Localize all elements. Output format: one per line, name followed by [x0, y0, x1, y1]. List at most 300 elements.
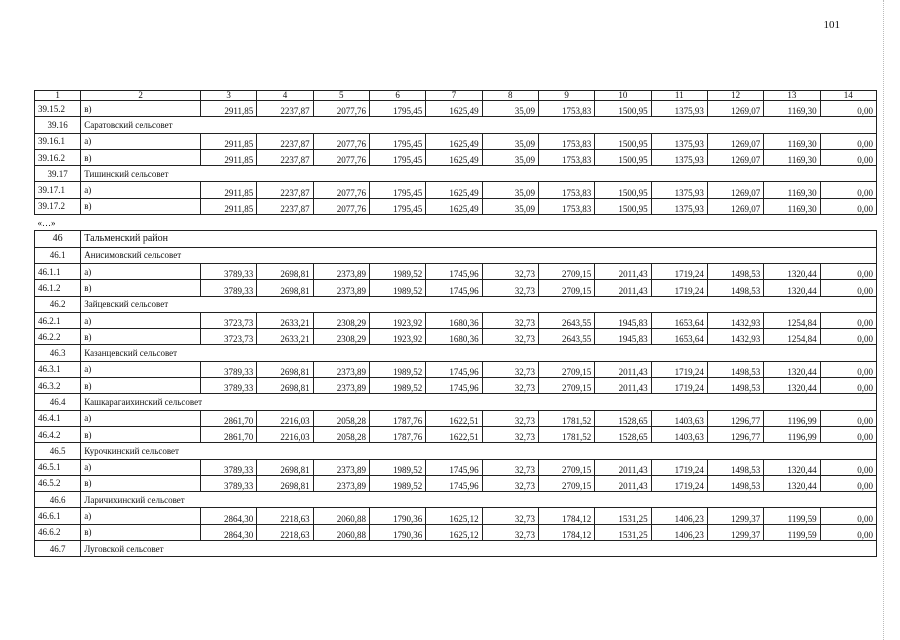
value-cell: 2911,85 — [200, 133, 256, 149]
section-row — [35, 247, 877, 263]
table-row — [35, 524, 877, 540]
value-cell: 1989,52 — [369, 280, 425, 296]
row-label: в) — [81, 149, 201, 165]
value-cell: 1945,83 — [595, 312, 651, 328]
value-cell: 2011,43 — [595, 361, 651, 377]
table-row — [35, 182, 877, 198]
row-code: 46.6.2 — [35, 524, 81, 540]
value-cell: 0,00 — [820, 426, 876, 442]
value-cell: 1199,59 — [764, 508, 820, 524]
value-cell: 32,73 — [482, 410, 538, 426]
value-cell: 1269,07 — [707, 198, 763, 214]
value-cell: 1753,83 — [538, 133, 594, 149]
value-cell: 2698,81 — [257, 280, 313, 296]
value-cell: 1795,45 — [369, 149, 425, 165]
value-cell: 35,09 — [482, 133, 538, 149]
row-label: а) — [81, 459, 201, 475]
column-header: 14 — [820, 91, 876, 101]
value-cell: 1625,49 — [426, 133, 482, 149]
value-cell: 2077,76 — [313, 101, 369, 117]
value-cell: 1719,24 — [651, 280, 707, 296]
row-code: 46.2.1 — [35, 312, 81, 328]
value-cell: 0,00 — [820, 149, 876, 165]
value-cell: 2011,43 — [595, 263, 651, 279]
column-header: 8 — [482, 91, 538, 101]
value-cell: 1199,59 — [764, 524, 820, 540]
row-code: 46.4.2 — [35, 426, 81, 442]
section-code: 46.4 — [35, 394, 81, 410]
value-cell: 2058,28 — [313, 410, 369, 426]
value-cell: 1528,65 — [595, 426, 651, 442]
value-cell: 2643,55 — [538, 329, 594, 345]
value-cell: 1625,12 — [426, 524, 482, 540]
table-row — [35, 508, 877, 524]
value-cell: 2709,15 — [538, 361, 594, 377]
value-cell: 1299,37 — [707, 508, 763, 524]
value-cell: 32,73 — [482, 475, 538, 491]
row-code: 46.1.2 — [35, 280, 81, 296]
value-cell: 1269,07 — [707, 149, 763, 165]
table-row — [35, 263, 877, 279]
value-cell: 2216,03 — [257, 410, 313, 426]
value-cell: 32,73 — [482, 524, 538, 540]
value-cell: 1680,36 — [426, 329, 482, 345]
section-row — [35, 296, 877, 312]
value-cell: 2698,81 — [257, 378, 313, 394]
section-name: Ларичихинский сельсовет — [81, 492, 877, 508]
value-cell: 0,00 — [820, 329, 876, 345]
row-code: 39.17.1 — [35, 182, 81, 198]
value-cell: 2077,76 — [313, 149, 369, 165]
value-cell: 2308,29 — [313, 329, 369, 345]
value-cell: 1406,23 — [651, 524, 707, 540]
column-header: 7 — [426, 91, 482, 101]
value-cell: 2709,15 — [538, 263, 594, 279]
value-cell: 2709,15 — [538, 378, 594, 394]
value-cell: 1781,52 — [538, 410, 594, 426]
section-code: 39.17 — [35, 166, 81, 182]
value-cell: 1500,95 — [595, 133, 651, 149]
value-cell: 1753,83 — [538, 101, 594, 117]
value-cell: 1719,24 — [651, 378, 707, 394]
value-cell: 2373,89 — [313, 378, 369, 394]
value-cell: 32,73 — [482, 312, 538, 328]
value-cell: 2698,81 — [257, 475, 313, 491]
row-label: а) — [81, 133, 201, 149]
value-cell: 1299,37 — [707, 524, 763, 540]
value-cell: 1500,95 — [595, 101, 651, 117]
row-label: а) — [81, 361, 201, 377]
value-cell: 1989,52 — [369, 361, 425, 377]
value-cell: 2698,81 — [257, 263, 313, 279]
column-header: 13 — [764, 91, 820, 101]
value-cell: 32,73 — [482, 378, 538, 394]
row-code: 46.3.1 — [35, 361, 81, 377]
section-row — [35, 166, 877, 182]
row-label: в) — [81, 426, 201, 442]
value-cell: 1269,07 — [707, 133, 763, 149]
page-number: 101 — [823, 19, 840, 31]
value-cell: 2011,43 — [595, 459, 651, 475]
value-cell: 1625,49 — [426, 198, 482, 214]
value-cell: 1753,83 — [538, 198, 594, 214]
value-cell: 2633,21 — [257, 329, 313, 345]
row-label: в) — [81, 198, 201, 214]
value-cell: 32,73 — [482, 263, 538, 279]
value-cell: 1169,30 — [764, 133, 820, 149]
section-row — [35, 394, 877, 410]
value-cell: 1169,30 — [764, 149, 820, 165]
value-cell: 0,00 — [820, 133, 876, 149]
section-name: Казанцевский сельсовет — [81, 345, 877, 361]
value-cell: 1653,64 — [651, 329, 707, 345]
value-cell: 1781,52 — [538, 426, 594, 442]
value-cell: 1745,96 — [426, 263, 482, 279]
value-cell: 0,00 — [820, 312, 876, 328]
column-header: 6 — [369, 91, 425, 101]
value-cell: 3789,33 — [200, 459, 256, 475]
value-cell: 1320,44 — [764, 361, 820, 377]
row-label: в) — [81, 329, 201, 345]
column-header: 4 — [257, 91, 313, 101]
region-code: 46 — [35, 231, 81, 247]
value-cell: 3723,73 — [200, 329, 256, 345]
value-cell: 2237,87 — [257, 101, 313, 117]
table-row — [35, 459, 877, 475]
section-name: Курочкинский сельсовет — [81, 443, 877, 459]
value-cell: 0,00 — [820, 263, 876, 279]
value-cell: 1498,53 — [707, 459, 763, 475]
section-code: 46.2 — [35, 296, 81, 312]
table-row — [35, 475, 877, 491]
value-cell: 2060,88 — [313, 524, 369, 540]
value-cell: 2237,87 — [257, 182, 313, 198]
value-cell: 2861,70 — [200, 426, 256, 442]
column-header: 11 — [651, 91, 707, 101]
section-code: 46.1 — [35, 247, 81, 263]
value-cell: 2060,88 — [313, 508, 369, 524]
value-cell: 2864,30 — [200, 524, 256, 540]
value-cell: 0,00 — [820, 459, 876, 475]
section-code: 46.7 — [35, 541, 81, 557]
value-cell: 0,00 — [820, 508, 876, 524]
value-cell: 1531,25 — [595, 508, 651, 524]
value-cell: 1500,95 — [595, 182, 651, 198]
value-cell: 1403,63 — [651, 410, 707, 426]
value-cell: 1196,99 — [764, 426, 820, 442]
value-cell: 1498,53 — [707, 280, 763, 296]
value-cell: 1795,45 — [369, 101, 425, 117]
value-cell: 2633,21 — [257, 312, 313, 328]
value-cell: 1320,44 — [764, 459, 820, 475]
value-cell: 1989,52 — [369, 475, 425, 491]
value-cell: 1296,77 — [707, 410, 763, 426]
value-cell: 2218,63 — [257, 508, 313, 524]
value-cell: 1745,96 — [426, 459, 482, 475]
value-cell: 1622,51 — [426, 410, 482, 426]
value-cell: 1795,45 — [369, 133, 425, 149]
omission-row — [35, 215, 877, 231]
row-code: 39.16.2 — [35, 149, 81, 165]
value-cell: 2077,76 — [313, 198, 369, 214]
value-cell: 2237,87 — [257, 149, 313, 165]
value-cell: 2698,81 — [257, 361, 313, 377]
section-name: Кашкарагаихинский сельсовет — [81, 394, 877, 410]
table-row — [35, 410, 877, 426]
value-cell: 1375,93 — [651, 198, 707, 214]
table-row — [35, 329, 877, 345]
value-cell: 1406,23 — [651, 508, 707, 524]
section-row — [35, 443, 877, 459]
section-name: Тишинский сельсовет — [81, 166, 877, 182]
value-cell: 1745,96 — [426, 378, 482, 394]
row-code: 39.17.2 — [35, 198, 81, 214]
value-cell: 3789,33 — [200, 378, 256, 394]
value-cell: 1625,49 — [426, 182, 482, 198]
value-cell: 1625,49 — [426, 101, 482, 117]
value-cell: 2218,63 — [257, 524, 313, 540]
omission-marker: «…» — [35, 215, 877, 231]
value-cell: 0,00 — [820, 524, 876, 540]
value-cell: 2216,03 — [257, 426, 313, 442]
row-code: 46.2.2 — [35, 329, 81, 345]
value-cell: 1375,93 — [651, 182, 707, 198]
value-cell: 1790,36 — [369, 524, 425, 540]
value-cell: 1719,24 — [651, 475, 707, 491]
value-cell: 2911,85 — [200, 182, 256, 198]
value-cell: 1375,93 — [651, 133, 707, 149]
value-cell: 0,00 — [820, 280, 876, 296]
value-cell: 1500,95 — [595, 198, 651, 214]
table-row — [35, 198, 877, 214]
tariff-table — [34, 90, 877, 557]
value-cell: 35,09 — [482, 198, 538, 214]
value-cell: 1269,07 — [707, 101, 763, 117]
value-cell: 1375,93 — [651, 149, 707, 165]
value-cell: 1784,12 — [538, 508, 594, 524]
value-cell: 1169,30 — [764, 182, 820, 198]
value-cell: 0,00 — [820, 101, 876, 117]
value-cell: 1719,24 — [651, 459, 707, 475]
value-cell: 1625,49 — [426, 149, 482, 165]
row-label: в) — [81, 378, 201, 394]
row-label: в) — [81, 475, 201, 491]
table-row — [35, 149, 877, 165]
value-cell: 2911,85 — [200, 149, 256, 165]
value-cell: 35,09 — [482, 182, 538, 198]
value-cell: 1196,99 — [764, 410, 820, 426]
value-cell: 0,00 — [820, 475, 876, 491]
value-cell: 0,00 — [820, 361, 876, 377]
row-code: 46.3.2 — [35, 378, 81, 394]
value-cell: 1745,96 — [426, 361, 482, 377]
value-cell: 32,73 — [482, 508, 538, 524]
value-cell: 1531,25 — [595, 524, 651, 540]
section-name: Саратовский сельсовет — [81, 117, 877, 133]
row-code: 46.5.1 — [35, 459, 81, 475]
row-code: 39.16.1 — [35, 133, 81, 149]
column-header: 1 — [35, 91, 81, 101]
value-cell: 1498,53 — [707, 361, 763, 377]
value-cell: 32,73 — [482, 280, 538, 296]
value-cell: 1320,44 — [764, 280, 820, 296]
value-cell: 1269,07 — [707, 182, 763, 198]
column-header: 5 — [313, 91, 369, 101]
value-cell: 1403,63 — [651, 426, 707, 442]
value-cell: 1790,36 — [369, 508, 425, 524]
value-cell: 1745,96 — [426, 280, 482, 296]
value-cell: 2373,89 — [313, 263, 369, 279]
value-cell: 0,00 — [820, 182, 876, 198]
value-cell: 2058,28 — [313, 426, 369, 442]
row-label: а) — [81, 263, 201, 279]
value-cell: 2373,89 — [313, 459, 369, 475]
row-code: 39.15.2 — [35, 101, 81, 117]
row-code: 46.4.1 — [35, 410, 81, 426]
row-label: а) — [81, 312, 201, 328]
value-cell: 32,73 — [482, 459, 538, 475]
table-row — [35, 133, 877, 149]
section-row — [35, 541, 877, 557]
value-cell: 1254,84 — [764, 312, 820, 328]
section-row — [35, 345, 877, 361]
row-label: а) — [81, 508, 201, 524]
value-cell: 1320,44 — [764, 378, 820, 394]
value-cell: 32,73 — [482, 361, 538, 377]
value-cell: 0,00 — [820, 198, 876, 214]
value-cell: 1169,30 — [764, 101, 820, 117]
value-cell: 2011,43 — [595, 475, 651, 491]
row-label: а) — [81, 410, 201, 426]
value-cell: 3789,33 — [200, 280, 256, 296]
value-cell: 1498,53 — [707, 263, 763, 279]
value-cell: 1753,83 — [538, 149, 594, 165]
value-cell: 2643,55 — [538, 312, 594, 328]
section-name: Зайцевский сельсовет — [81, 296, 877, 312]
value-cell: 1432,93 — [707, 329, 763, 345]
row-code: 46.5.2 — [35, 475, 81, 491]
value-cell: 1745,96 — [426, 475, 482, 491]
value-cell: 3789,33 — [200, 263, 256, 279]
section-code: 39.16 — [35, 117, 81, 133]
table-row — [35, 312, 877, 328]
section-name: Анисимовский сельсовет — [81, 247, 877, 263]
header-row — [35, 91, 877, 101]
value-cell: 1753,83 — [538, 182, 594, 198]
row-code: 46.1.1 — [35, 263, 81, 279]
column-header: 9 — [538, 91, 594, 101]
value-cell: 2373,89 — [313, 280, 369, 296]
row-code: 46.6.1 — [35, 508, 81, 524]
column-header: 3 — [200, 91, 256, 101]
value-cell: 35,09 — [482, 101, 538, 117]
value-cell: 35,09 — [482, 149, 538, 165]
value-cell: 2911,85 — [200, 198, 256, 214]
value-cell: 2709,15 — [538, 459, 594, 475]
value-cell: 1787,76 — [369, 426, 425, 442]
value-cell: 1432,93 — [707, 312, 763, 328]
section-row — [35, 117, 877, 133]
value-cell: 2709,15 — [538, 475, 594, 491]
table-row — [35, 361, 877, 377]
table-row — [35, 280, 877, 296]
value-cell: 1622,51 — [426, 426, 482, 442]
value-cell: 1680,36 — [426, 312, 482, 328]
value-cell: 2237,87 — [257, 133, 313, 149]
row-label: в) — [81, 280, 201, 296]
section-name: Луговской сельсовет — [81, 541, 877, 557]
value-cell: 1923,92 — [369, 312, 425, 328]
value-cell: 2011,43 — [595, 378, 651, 394]
value-cell: 2911,85 — [200, 101, 256, 117]
section-code: 46.3 — [35, 345, 81, 361]
column-header: 12 — [707, 91, 763, 101]
value-cell: 1500,95 — [595, 149, 651, 165]
value-cell: 1787,76 — [369, 410, 425, 426]
page-edge-line — [883, 0, 884, 640]
value-cell: 1784,12 — [538, 524, 594, 540]
section-code: 46.5 — [35, 443, 81, 459]
value-cell: 1498,53 — [707, 475, 763, 491]
value-cell: 1375,93 — [651, 101, 707, 117]
value-cell: 2373,89 — [313, 361, 369, 377]
value-cell: 1528,65 — [595, 410, 651, 426]
value-cell: 1989,52 — [369, 459, 425, 475]
row-label: в) — [81, 101, 201, 117]
column-header: 10 — [595, 91, 651, 101]
table-row — [35, 101, 877, 117]
value-cell: 3723,73 — [200, 312, 256, 328]
value-cell: 1719,24 — [651, 361, 707, 377]
region-name: Тальменский район — [81, 231, 877, 247]
value-cell: 1945,83 — [595, 329, 651, 345]
value-cell: 2077,76 — [313, 133, 369, 149]
row-label: в) — [81, 524, 201, 540]
value-cell: 3789,33 — [200, 475, 256, 491]
value-cell: 32,73 — [482, 329, 538, 345]
value-cell: 1254,84 — [764, 329, 820, 345]
value-cell: 2861,70 — [200, 410, 256, 426]
value-cell: 0,00 — [820, 410, 876, 426]
column-header: 2 — [81, 91, 201, 101]
value-cell: 2709,15 — [538, 280, 594, 296]
value-cell: 32,73 — [482, 426, 538, 442]
value-cell: 3789,33 — [200, 361, 256, 377]
value-cell: 1719,24 — [651, 263, 707, 279]
value-cell: 0,00 — [820, 378, 876, 394]
value-cell: 2864,30 — [200, 508, 256, 524]
value-cell: 1320,44 — [764, 475, 820, 491]
value-cell: 1625,12 — [426, 508, 482, 524]
value-cell: 1296,77 — [707, 426, 763, 442]
value-cell: 1989,52 — [369, 378, 425, 394]
section-code: 46.6 — [35, 492, 81, 508]
table-row — [35, 426, 877, 442]
value-cell: 2373,89 — [313, 475, 369, 491]
value-cell: 1795,45 — [369, 182, 425, 198]
value-cell: 1795,45 — [369, 198, 425, 214]
value-cell: 2011,43 — [595, 280, 651, 296]
section-row — [35, 492, 877, 508]
value-cell: 1498,53 — [707, 378, 763, 394]
value-cell: 1923,92 — [369, 329, 425, 345]
value-cell: 2308,29 — [313, 312, 369, 328]
value-cell: 2077,76 — [313, 182, 369, 198]
value-cell: 2698,81 — [257, 459, 313, 475]
row-label: а) — [81, 182, 201, 198]
value-cell: 1169,30 — [764, 198, 820, 214]
value-cell: 2237,87 — [257, 198, 313, 214]
